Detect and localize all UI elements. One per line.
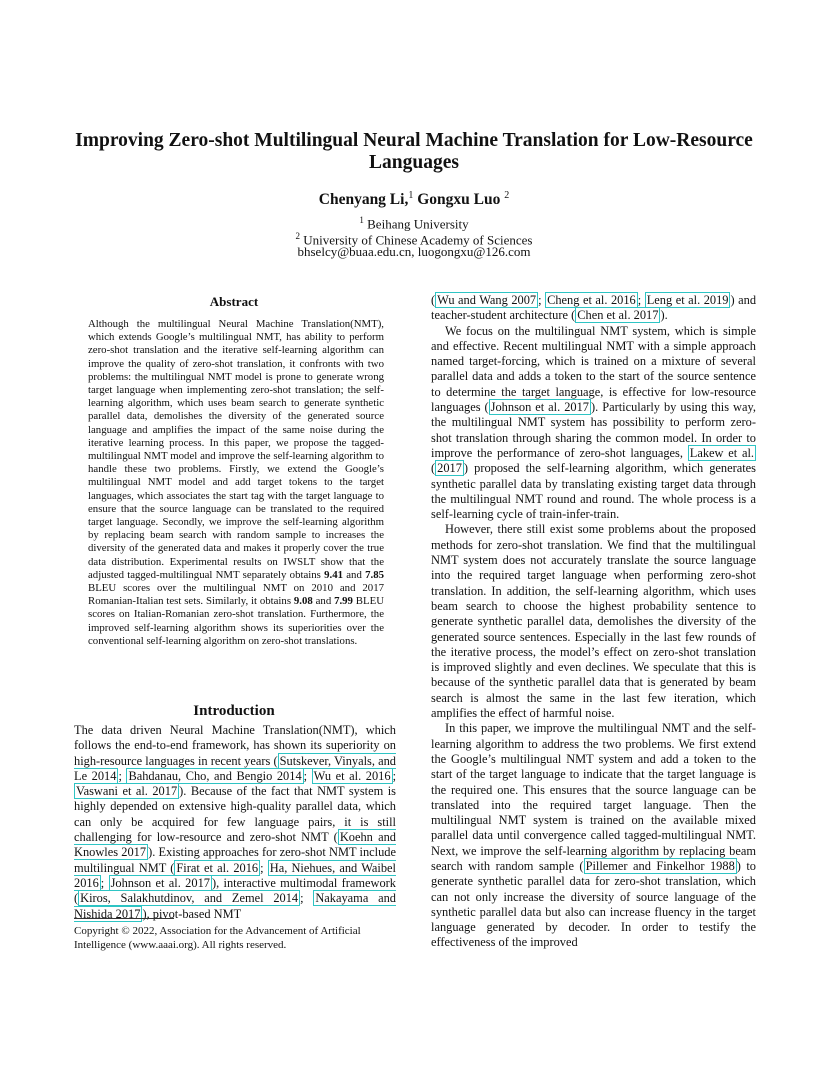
citation-link[interactable]: Wu and Wang 2007 xyxy=(437,293,537,307)
affiliation-1-mark: 1 xyxy=(359,215,364,225)
intro-text: ), pivot-based NMT xyxy=(142,906,242,921)
text: ) to generate synthetic parallel data for zero-shot translation, which can not only increase the diversity of source language of the synthetic parallel data but also can increase fluency in the target language generated by decoder. In order to testify the effectiveness of the improved xyxy=(431,858,756,950)
abstract-text: Although the multilingual Neural Machine Translation(NMT), which extends Google’s multilingual NMT, has ability to perform zero-shot translation and the iterative self-learning algorithm can improve the quality of zero-shot translation, it confronts with two problems: the multilingual NMT model is prone to generate wrong target language when implementing zero-shot translation; the self-learning algorithm, which uses beam search to generate synthetic parallel data, demolishes the diversity of the generated source language and amplifies the impact of the same noise during the iterative learning process. In this paper, we propose the tagged-multilingual NMT model and improve the self-learning algorithm to handle these two problems. Firstly, we extend the Google’s multilingual NMT model and add target tokens to the target languages, which associates the start tag with the target language to ensure that the source language can be translated to the required target language. Secondly, we improve the self-learning algorithm by replacing beam search with random sample to increases the diversity of the generated data and makes it properly cover the true data distribution. Experimental results on IWSLT show that the adjusted tagged-multilingual NMT separately obtains xyxy=(88,318,384,581)
abstract-text: and xyxy=(343,568,366,581)
citation-link[interactable]: Vaswani et al. 2017 xyxy=(76,784,178,799)
abstract-body xyxy=(88,318,384,648)
citation-link[interactable]: Cheng et al. 2016 xyxy=(547,293,636,307)
author-2-affiliation-mark: 2 xyxy=(504,190,510,201)
intro-text: The data driven Neural Machine Translation(NMT), which follows the end-to-end framework, has shown its superiority on high-resource languages in recent years ( xyxy=(74,723,396,768)
right-column xyxy=(431,293,756,951)
intro-text: ; xyxy=(392,768,397,783)
abstract-text: BLEU scores on Italian-Romanian zero-shot translation. Furthermore, the improved self-learning algorithm shows its superiorities over the conventional self-learning algorithm on zero-shot translations. xyxy=(88,595,384,647)
abstract-text: BLEU scores over the multilingual NMT on 2010 and 2017 Romanian-Italian test sets. Similarly, it obtains xyxy=(88,582,384,608)
text: ; xyxy=(637,293,645,307)
paper-title: Improving Zero-shot Multilingual Neural Machine Translation for Low-Resource Languages xyxy=(75,130,753,173)
footnote-rule xyxy=(74,918,174,919)
intro-text: ). Existing approaches for zero-shot NMT include multilingual NMT ( xyxy=(74,845,396,875)
citation-link[interactable]: Leng et al. 2019 xyxy=(646,293,729,307)
text: ; xyxy=(538,293,546,307)
citation-link[interactable]: Kiros, Salakhutdinov, and Zemel 2014 xyxy=(80,891,299,906)
citation-link[interactable]: Pillemer and Finkelhor 1988 xyxy=(585,858,735,873)
citation-link[interactable]: Nakayama and Nishida 2017 xyxy=(74,891,396,921)
intro-text: ; xyxy=(303,768,312,783)
author-1-affiliation-mark: 1 xyxy=(408,190,414,201)
citation-link[interactable]: Koehn and Knowles 2017 xyxy=(74,830,396,860)
text: ). xyxy=(660,308,668,323)
text: In this paper, we improve the multilingual NMT and the self-learning algorithm to address the two problems. We first extend the Google’s multilingual NMT system and add a token to the start of the target language to indicate that the target language is the required one. This ensures that the source language can be translated into the required target language. Then the multilingual NMT system is trained on the available mixed parallel data until convergence called tagged-multilingual NMT. Next, we improve the self-learning algorithm by replacing beam search with random sample ( xyxy=(431,721,756,873)
affiliation-1-text: Beihang University xyxy=(367,216,469,232)
text: ) and teacher-student architecture ( xyxy=(431,293,757,323)
citation-link[interactable]: Bahdanau, Cho, and Bengio 2014 xyxy=(128,768,302,783)
abstract-score: 7.85 xyxy=(365,568,384,581)
text: We focus on the multilingual NMT system, which is simple and effective. Recent multilingual NMT with a simple approach named target-forcing, which is trained on a mixture of several parallel data and adds a token to the start of the source sentence to determine the target language, is effective for low-resource languages ( xyxy=(431,323,756,415)
paragraph xyxy=(431,324,756,523)
paragraph: ( Wu and Wang 2007 ; Cheng et al. 2016 ; Leng et al. 2019 ) and teacher-student architecture ( Chen et al. 2017 ). xyxy=(431,293,757,323)
citation-link[interactable]: Johnson et al. 2017 xyxy=(490,400,589,415)
citation-link[interactable]: Chen et al. 2017 xyxy=(577,308,659,323)
text: ) proposed the self-learning algorithm, which generates synthetic parallel data by translating existing target data through the multilingual NMT round and round. The whole process is a self-learning cycle of train-infer-train. xyxy=(431,461,756,522)
intro-text: ), interactive multimodal framework ( xyxy=(74,875,396,906)
abstract-text: and xyxy=(312,595,335,608)
abstract-score: 9.08 xyxy=(293,595,313,608)
citation-link[interactable]: Ha, Niehues, and Waibel 2016 xyxy=(74,860,396,890)
citation-link[interactable]: Sutskever, Vinyals, and Le 2014 xyxy=(74,753,396,783)
author-emails: bhselcy@buaa.edu.cn, luogongxu@126.com xyxy=(297,244,531,259)
abstract-heading: Abstract xyxy=(209,294,259,309)
paragraph: However, there still exist some problems about the proposed methods for zero-shot translation. We find that the multilingual NMT system does not accurately translate the source language into the required target language when performing zero-shot translation. In addition, the self-learning algorithm, which uses beam search to choose the highest probability sentence to generate synthetic parallel data, demolishes the diversity of the generated source sentences. Especially in the last few rounds of the iterative process, the model’s effect on zero-shot translation is improved slightly and even declines. We speculate that this is because of the synthetic parallel data that is generated by beam search is almost the same in the last few iteration, which amplifies the effect of harmful noise. xyxy=(431,522,756,721)
citation-link[interactable]: Firat et al. 2016 xyxy=(176,860,259,875)
paragraph xyxy=(431,721,756,950)
citation-link[interactable]: 2017 xyxy=(437,461,462,476)
abstract-score: 7.99 xyxy=(334,595,353,608)
citation-link[interactable]: Wu et al. 2016 xyxy=(313,768,391,783)
author-2: Gongxu Luo xyxy=(413,191,505,209)
copyright-notice: Copyright © 2022, Association for the Advancement of Artificial Intelligence (www.aaai.org). All rights reserved. xyxy=(74,925,361,951)
text: ( xyxy=(431,461,436,476)
introduction-heading: Introduction xyxy=(193,703,275,719)
affiliation-2-text: University of Chinese Academy of Sciences xyxy=(303,232,533,248)
intro-text: ; xyxy=(260,860,268,875)
citation-link[interactable]: Johnson et al. 2017 xyxy=(110,875,210,890)
intro-text: ). Because of the fact that NMT system is highly depended on extensive high-quality parallel data, which can only be acquired for few language pairs, it is still challenging for low-resource and zero-shot NMT ( xyxy=(74,784,396,845)
author-list xyxy=(60,190,768,209)
abstract-score: 9.41 xyxy=(324,568,344,581)
intro-text: ; xyxy=(100,875,109,890)
introduction-body xyxy=(74,723,396,922)
intro-text: ; xyxy=(300,891,314,906)
author-1: Chenyang Li, xyxy=(318,191,409,209)
affiliation-2-mark: 2 xyxy=(295,231,300,241)
citation-link[interactable]: Lakew et al. xyxy=(689,445,754,460)
text: ). Particularly by using this way, the multilingual NMT system has possibility to perform zero-shot translation through sharing the common model. In order to improve the performance of zero-shot languages, xyxy=(431,400,756,460)
intro-text: ; xyxy=(118,768,127,783)
